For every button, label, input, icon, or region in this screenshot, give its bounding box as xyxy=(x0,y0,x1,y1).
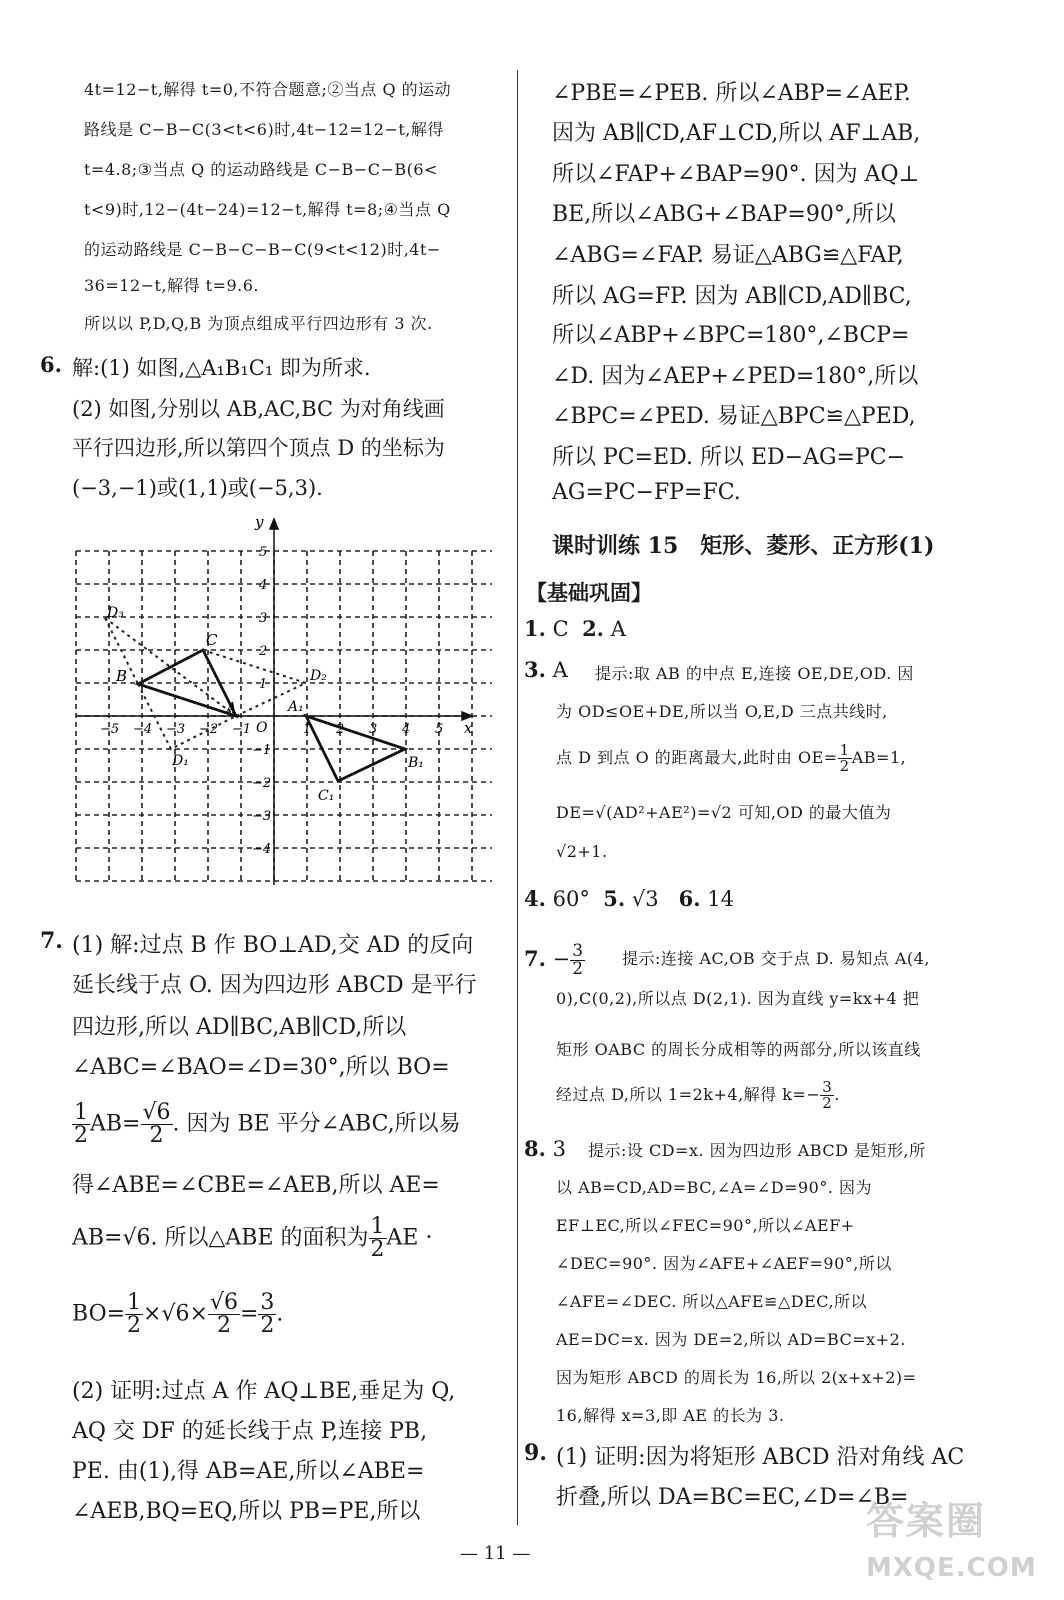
hint-line: 0),C(0,2),所以点 D(2,1). 因为直线 y=kx+4 把 xyxy=(556,989,920,1008)
text-line: (1) 解:过点 B 作 BO⊥AD,交 AD 的反向 xyxy=(72,933,474,958)
answer-line: 4. 60° 5. √3 6. 14 xyxy=(524,886,734,911)
y-tick-label: 2 xyxy=(259,644,268,659)
text-line: 平行四边形,所以第四个顶点 D 的坐标为 xyxy=(72,436,445,460)
point-label-A1: A₁ xyxy=(288,699,304,715)
watermark-text: 答案圈 xyxy=(866,1499,987,1543)
answer-line: 8. 3 xyxy=(524,1136,566,1161)
text-line: t<9)时,12−(4t−24)=12−t,解得 t=8;④当点 Q xyxy=(84,200,451,219)
text-line: 所以 AG=FP. 因为 AB∥CD,AD∥BC, xyxy=(552,284,912,309)
hint-line: 提示:连接 AC,OB 交于点 D. 易知点 A(4, xyxy=(622,949,930,968)
y-tick-label: 5 xyxy=(259,545,268,560)
watermark-url: MXQE.COM xyxy=(866,1553,1037,1583)
text-line: 延长线于点 O. 因为四边形 ABCD 是平行 xyxy=(72,973,477,998)
text-line: PE. 由(1),得 AB=AE,所以∠ABE= xyxy=(72,1459,425,1484)
x-tick-label: 5 xyxy=(435,722,444,737)
text-line: AB=√6. 所以△ABE 的面积为 $\frac{1}{2}$ AE · xyxy=(72,1214,433,1262)
hint-line: 16,解得 x=3,即 AE 的长为 3. xyxy=(556,1406,785,1425)
question-number: 6. xyxy=(40,352,62,377)
hint-line: 提示:取 AB 的中点 E,连接 OE,DE,OD. 因 xyxy=(595,664,914,683)
text-line: 36=12−t,解得 t=9.6. xyxy=(84,276,260,295)
answer-line: 3. A xyxy=(524,657,568,682)
text-line: $\frac{1}{2}$ AB= $\frac{√6}{2}$ . 因为 BE 平分∠ABC,所以易 xyxy=(74,1100,461,1148)
column-divider xyxy=(517,70,518,1525)
y-axis-label: y xyxy=(255,515,264,531)
text-line: t=4.8;③当点 Q 的运动路线是 C−B−C−B(6< xyxy=(84,160,438,179)
point-label-B: B xyxy=(116,667,128,685)
origin-label: O xyxy=(256,720,268,736)
y-tick-label: −3 xyxy=(252,809,272,824)
answer-line: 1. C 2. A xyxy=(524,616,626,641)
hint-line: 因为矩形 ABCD 的周长为 16,所以 2(x+x+2)= xyxy=(556,1368,917,1387)
section-title: 课时训练 15 矩形、菱形、正方形(1) xyxy=(552,533,935,559)
fraction: $\frac{√6}{2}$ xyxy=(209,1290,238,1338)
axes xyxy=(77,519,472,885)
question-number: 7. xyxy=(40,928,63,954)
hint-line: √2+1. xyxy=(556,842,608,861)
fraction: $\frac{1}{2}$ xyxy=(839,741,850,775)
x-tick-label: 4 xyxy=(402,722,411,737)
text-line: 折叠,所以 DA=BC=EC,∠D=∠B= xyxy=(556,1485,909,1510)
text-line: ∠ABC=∠BAO=∠D=30°,所以 BO= xyxy=(72,1055,450,1080)
text-line: (1) 证明:因为将矩形 ABCD 沿对角线 AC xyxy=(556,1445,965,1470)
hint-line: AE=DC=x. 因为 DE=2,所以 AD=BC=x+2. xyxy=(556,1330,906,1349)
fraction: $\frac{1}{2}$ xyxy=(74,1100,88,1148)
x-tick-label: −5 xyxy=(100,722,120,737)
point-label-D3: D₃ xyxy=(107,605,124,621)
text-line: 所以∠ABP+∠BPC=180°,∠BCP= xyxy=(552,323,910,348)
hint-line: ∠AFE=∠DEC. 所以△AFE≌△DEC,所以 xyxy=(556,1292,868,1311)
y-tick-label: −1 xyxy=(252,743,272,758)
hint-line: EF⊥EC,所以∠FEC=90°,所以∠AEF+ xyxy=(556,1216,855,1235)
hint-line: 矩形 OABC 的周长分成相等的两部分,所以该直线 xyxy=(556,1040,921,1059)
hint-line: 经过点 D,所以 1=2k+4,解得 k=− $\frac{3}{2}$ . xyxy=(556,1078,840,1112)
hint-line: 为 OD≤OE+DE,所以当 O,E,D 三点共线时, xyxy=(556,702,888,721)
point-label-D2: D₂ xyxy=(310,668,327,684)
answer-line: 7. − $\frac{3}{2}$ xyxy=(524,941,584,979)
text-line: ∠AEB,BQ=EQ,所以 PB=PE,所以 xyxy=(72,1499,421,1524)
coordinate-graph xyxy=(72,515,492,895)
point-label-A: A xyxy=(226,699,237,717)
fraction: $\frac{3}{2}$ xyxy=(572,941,584,979)
x-tick-label: 3 xyxy=(369,722,378,737)
x-tick-label: −4 xyxy=(133,722,153,737)
point-label-D1: D₁ xyxy=(172,753,189,769)
subsection-heading: 【基础巩固】 xyxy=(526,580,652,605)
y-tick-label: 4 xyxy=(259,578,268,593)
text-line: 的运动路线是 C−B−C−B−C(9<t<12)时,4t− xyxy=(84,240,441,259)
x-tick-label: −3 xyxy=(166,722,186,737)
text-line: ∠ABG=∠FAP. 易证△ABG≌△FAP, xyxy=(552,243,904,268)
fraction: $\frac{1}{2}$ xyxy=(370,1214,385,1262)
y-tick-label: 1 xyxy=(259,677,268,692)
watermark xyxy=(866,1490,1056,1595)
hint-line: ∠DEC=90°. 因为∠AFE+∠AEF=90°,所以 xyxy=(556,1254,892,1273)
text-line: 解:(1) 如图,△A₁B₁C₁ 即为所求. xyxy=(72,356,371,380)
text-line: 得∠ABE=∠CBE=∠AEB,所以 AE= xyxy=(72,1173,440,1198)
x-tick-label: −2 xyxy=(199,722,219,737)
point-label-C: C xyxy=(206,631,218,649)
fraction: $\frac{3}{2}$ xyxy=(822,1078,833,1112)
x-tick-label: −1 xyxy=(232,722,252,737)
x-axis-label: x xyxy=(464,719,473,737)
text-line: 4t=12−t,解得 t=0,不符合题意;②当点 Q 的运动 xyxy=(84,80,452,99)
point-label-C1: C₁ xyxy=(318,788,335,804)
text-line: BO= $\frac{1}{2}$ ×√6× $\frac{√6}{2}$ = $\frac{3}{2}$ . xyxy=(72,1290,284,1338)
text-line: (2) 如图,分别以 AB,AC,BC 为对角线画 xyxy=(72,397,445,421)
x-tick-label: 1 xyxy=(303,722,312,737)
fraction: $\frac{√6}{2}$ xyxy=(142,1100,171,1148)
hint-line: 点 D 到点 O 的距离最大,此时由 OE= $\frac{1}{2}$ AB=1, xyxy=(556,741,907,775)
text-line: 所以 PC=ED. 所以 ED−AG=PC− xyxy=(552,445,906,470)
text-line: AQ 交 DF 的延长线于点 P,连接 PB, xyxy=(72,1419,428,1444)
text-line: ∠PBE=∠PEB. 所以∠ABP=∠AEP. xyxy=(552,81,911,106)
page-number: — 11 — xyxy=(460,1543,531,1564)
question-number: 9. xyxy=(524,1440,547,1466)
hint-line: 以 AB=CD,AD=BC,∠A=∠D=90°. 因为 xyxy=(556,1178,873,1197)
text-line: (2) 证明:过点 A 作 AQ⊥BE,垂足为 Q, xyxy=(72,1379,456,1404)
text-line: 路线是 C−B−C(3<t<6)时,4t−12=12−t,解得 xyxy=(84,120,444,139)
y-tick-label: 3 xyxy=(259,611,268,626)
text-line: ∠D. 因为∠AEP+∠PED=180°,所以 xyxy=(552,364,919,389)
text-line: BE,所以∠ABG+∠BAP=90°,所以 xyxy=(552,202,896,227)
text-line: 因为 AB∥CD,AF⊥CD,所以 AF⊥AB, xyxy=(552,121,921,146)
text-line: 所以∠FAP+∠BAP=90°. 因为 AQ⊥ xyxy=(552,162,920,187)
text-line: AG=PC−FP=FC. xyxy=(552,480,741,505)
text-line: 所以以 P,D,Q,B 为顶点组成平行四边形有 3 次. xyxy=(84,314,433,333)
text-line: (−3,−1)或(1,1)或(−5,3). xyxy=(72,476,323,500)
y-tick-label: −4 xyxy=(252,842,272,857)
fraction: $\frac{3}{2}$ xyxy=(260,1290,275,1338)
text-line: 四边形,所以 AD∥BC,AB∥CD,所以 xyxy=(72,1015,407,1040)
fraction: $\frac{1}{2}$ xyxy=(127,1290,142,1338)
hint-line: 提示:设 CD=x. 因为四边形 ABCD 是矩形,所 xyxy=(588,1141,926,1160)
hint-line: DE=√(AD²+AE²)=√2 可知,OD 的最大值为 xyxy=(556,803,892,822)
text-line: ∠BPC=∠PED. 易证△BPC≌△PED, xyxy=(552,404,916,429)
x-tick-label: 2 xyxy=(336,722,345,737)
y-tick-label: −2 xyxy=(252,776,272,791)
point-label-B1: B₁ xyxy=(408,755,424,771)
